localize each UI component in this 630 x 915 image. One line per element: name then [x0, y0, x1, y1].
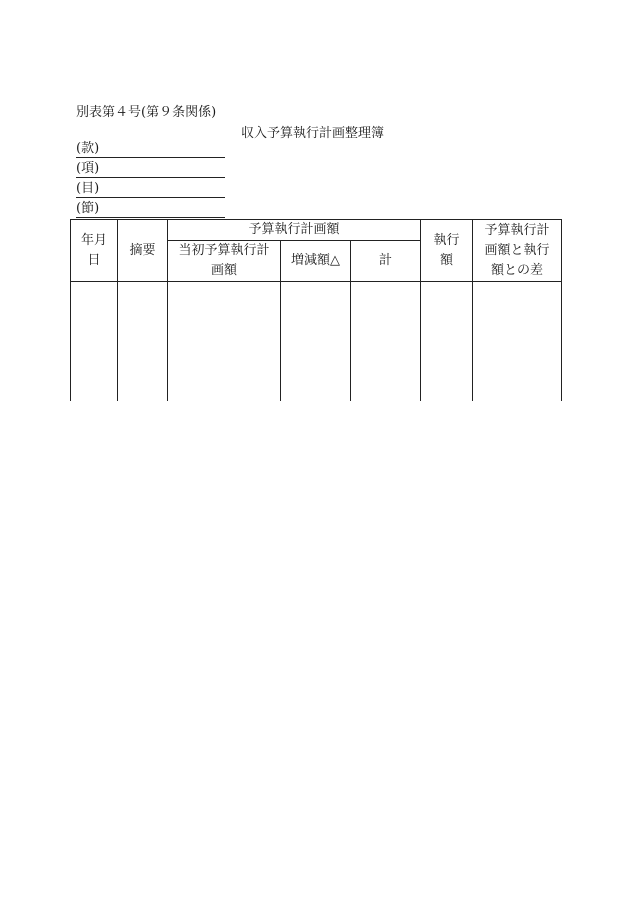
header-total: 計	[351, 241, 421, 282]
header-change: 増減額△	[281, 241, 351, 282]
header-summary: 摘要	[118, 220, 168, 282]
cell-difference	[473, 282, 562, 402]
cell-date	[71, 282, 118, 402]
header-difference: 予算執行計 画額と執行 額との差	[473, 220, 562, 282]
field-moku: (目)	[76, 180, 225, 198]
cell-summary	[118, 282, 168, 402]
field-kou: (項)	[76, 160, 225, 178]
field-setsu: (節)	[76, 200, 225, 218]
cell-total	[351, 282, 421, 402]
document-reference: 別表第４号(第９条関係)	[76, 105, 217, 120]
document-title: 収入予算執行計画整理簿	[241, 126, 385, 141]
field-kan: (款)	[76, 140, 225, 158]
ledger-table	[70, 219, 562, 401]
table-row	[71, 282, 562, 402]
header-plan-group: 予算執行計画額	[168, 220, 421, 241]
header-executed: 執行 額	[421, 220, 473, 282]
header-initial: 当初予算執行計 画額	[168, 241, 281, 282]
cell-executed	[421, 282, 473, 402]
cell-change	[281, 282, 351, 402]
header-date: 年月 日	[71, 220, 118, 282]
cell-initial	[168, 282, 281, 402]
